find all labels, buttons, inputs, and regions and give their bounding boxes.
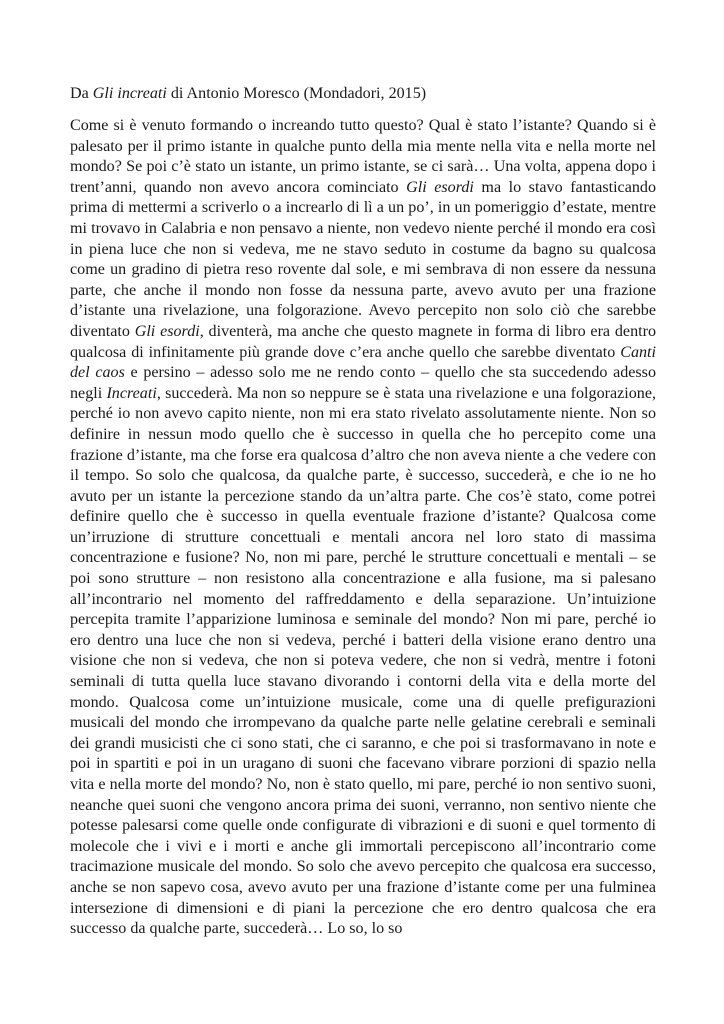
book-title: Gli increati xyxy=(92,85,167,102)
text-run: e persino – adesso solo me ne rendo conto – quello che sta succedendo adesso negli xyxy=(70,364,656,402)
source-citation xyxy=(70,82,656,106)
text-run: ma lo stavo fantasticando prima di mettermi a scriverlo o a increarlo di lì a un po’, in un pomeriggio d’estate, mentre mi trovavo in Calabria e non pensavo a niente, non vedevo niente perché il mondo era così in piena luce che non si vedeva, me ne stavo seduto in costume da bagno su qualcosa come un gradino di pietra reso rovente dal sole, e mi sembrava di non essere da nessuna parte, che anche il mondo non fosse da nessuna parte, avevo avuto per una frazione d’istante una rivelazione, una folgorazione. Avevo percepito non solo ciò che sarebbe diventato xyxy=(70,178,656,340)
text-run: , succederà. Ma non so neppure se è stata una rivelazione e una folgorazione, perché io non avevo capito niente, non mi era stato rivelato assolutamente niente. Non so definire in nessun modo quello che è successo in quella che ho percepito come una frazione d’istante, ma che forse era qualcosa d’altro che non aveva niente a che vedere con il tempo. So solo che qualcosa, da qualche parte, è successo, succederà, e che io ne ho avuto per un istante la percezione stando da un’altra parte. Che cos’è stato, come potrei definire quello che è successo in quella eventuale frazione d’istante? Qualcosa come un’irruzione di strutture concettuali e mentali ancora nel loro stato di massima concentrazione e fusione? No, non mi pare, perché le strutture concettuali e mentali – se poi sono strutture – non resistono alla concentrazione e alla fusione, ma si palesano all’incontrario nel momento del raffreddamento e della separazione. Un’intuizione percepita tramite l’apparizione luminosa e seminale del mondo? Non mi pare, perché io ero dentro una luce che non si vedeva, perché i batteri della visione erano dentro una visione che non si vedeva, che non si poteva vedere, che non si vedrà, mentre i fotoni seminali di tutta quella luce stavano divorando i contorni della vita e della morte del mondo. Qualcosa come un’intuizione musicale, come una di quelle prefigurazioni musicali del mondo che irrompevano da qualche parte nelle gelatine cerebrali e seminali dei grandi musicisti che ci sono stati, che ci saranno, e che poi si trasformavano in note e poi in spartiti e poi in un uragano di suoni che facevano vibrare porzioni di spazio nella vita e nella morte del mondo? No, non è stato quello, mi pare, perché io non sentivo suoni, neanche quei suoni che vengono ancora prima dei suoni, verranno, non sentivo niente che potesse palesarsi come quelle onde configurate di vibrazioni e di suoni e quel tormento di molecole che i vivi e i morti e anche gli immortali percepiscono all’incontrario come tracimazione musicale del mondo. So solo che avevo percepito che qualcosa era successo, anche se non sapevo cosa, avevo avuto per una frazione d’istante come per una fulminea intersezione di dimensioni e di piani la percezione che ero dentro qualcosa che era successo da qualche parte, succederà… Lo so, lo so xyxy=(70,384,657,938)
excerpt-paragraph xyxy=(70,116,656,940)
italic-title-run: Canti del caos xyxy=(70,343,656,382)
italic-title-run: Gli esordi xyxy=(134,322,200,340)
source-suffix: di Antonio Moresco (Mondadori, 2015) xyxy=(166,85,427,102)
italic-title-run: Gli esordi xyxy=(406,178,474,196)
italic-title-run: Increati xyxy=(106,384,157,402)
text-run: Come si è venuto formando o increando tutto questo? Qual è stato l’istante? Quando si è palesato per il primo istante in qualche punto della mia mente nella vita e nella morte nel mondo? Se poi c’è stato un istante, un primo istante, se ci sarà… Una volta, appena dopo i trent’anni, quando non avevo ancora cominciato xyxy=(70,117,656,196)
text-run: , diventerà, ma anche che questo magnete in forma di libro era dentro qualcosa di infinitamente più grande dove c’era anche quello che sarebbe diventato xyxy=(70,322,656,361)
source-prefix: Da xyxy=(70,85,93,102)
